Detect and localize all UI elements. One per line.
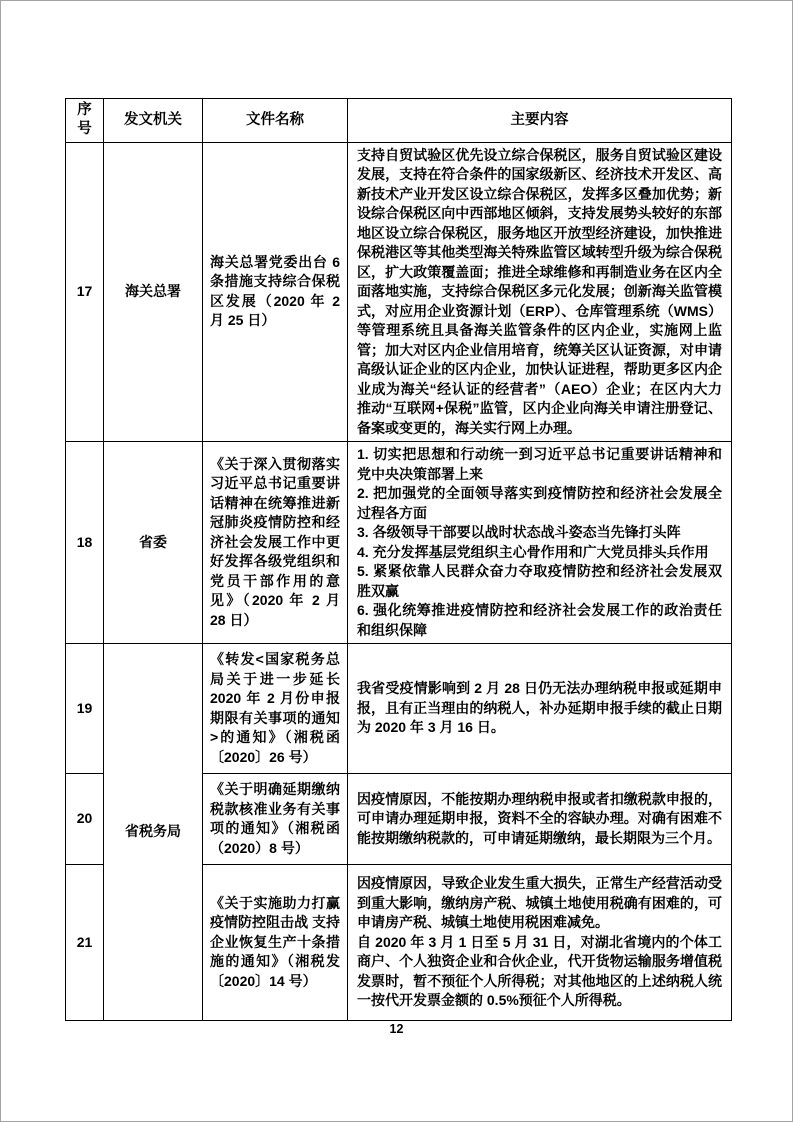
column-header-number — [66, 99, 104, 143]
column-header-agency: 发文机关 — [104, 99, 203, 143]
content-paragraph: 5. 紧紧依靠人民群众奋力夺取疫情防控和经济社会发展双胜双赢 — [357, 563, 722, 599]
main-content-cell — [348, 644, 732, 774]
content-paragraph: 自 2020 年 3 月 1 日至 5 月 31 日，对湖北省境内的个体工商户、个人独资企业和合伙企业，代开货物运输服务增值税发票时，暂不预征个人所得税；对其他地区的上述纳税人统一按代开发票金额的 0.5%预征个人所得税。 — [357, 933, 722, 1009]
content-paragraph: 4. 充分发挥基层党组织主心骨作用和广大党员排头兵作用 — [357, 543, 709, 560]
main-content-cell — [348, 865, 732, 1021]
content-paragraph: 6. 强化统筹推进疫情防控和经济社会发展工作的政治责任和组织保障 — [357, 602, 722, 638]
column-header-content: 主要内容 — [348, 99, 732, 143]
content-paragraph: 1. 切实把思想和行动统一到习近平总书记重要讲话精神和党中央决策部署上来 — [357, 446, 722, 482]
row-number-cell: 21 — [66, 865, 104, 1021]
content-paragraph: 支持自贸试验区优先设立综合保税区，服务自贸试验区建设发展，支持在符合条件的国家级新区、经济技术开发区、高新技术产业开发区设立综合保税区，发挥多区叠加优势；新设综合保税区向中西部地区倾斜，支持发展势头较好的东部地区设立综合保税区，服务地区开放型经济建设，加快推进保税港区等其他类型海关特殊监管区域转型升级为综合保税区，扩大政策覆盖面；推进全球维修和再制造业务在区内全面落地实施，支持综合保税区多元化发展；创新海关监管模式，对应用企业资源计划（ERP）、仓库管理系统（WMS）等管理系统且具备海关监管条件的区内企业，实施网上监管；加大对区内企业信用培育，统筹关区认证资源，对申请高级认证企业的区内企业，加快认证进程，帮助更多区内企业成为海关“经认证的经营者”（AEO）企业；在区内大力推动“互联网+保税”监管，区内企业向海关申请注册登记、备案或变更的，海关实行网上办理。 — [357, 146, 722, 436]
row-number-cell: 19 — [66, 644, 104, 774]
row-number-cell: 17 — [66, 142, 104, 442]
row-number-cell: 20 — [66, 774, 104, 865]
content-paragraph: 3. 各级领导干部要以战时状态战斗姿态当先锋打头阵 — [357, 524, 681, 540]
table-row-17 — [66, 142, 732, 442]
main-content-cell — [348, 142, 732, 442]
table-row-19 — [66, 644, 732, 774]
content-paragraph: 因疫情原因，不能按期办理纳税申报或者扣缴税款申报的，可申请办理延期申报，资料不全的容缺办理。对确有困难不能按期缴纳税款的，可申请延期缴纳，最长期限为三个月。 — [357, 790, 722, 846]
document-title-cell: 《关于深入贯彻落实习近平总书记重要讲话精神在统筹推进新冠肺炎疫情防控和经济社会发展工作中更好发挥各级党组织和党员干部作用的意见》（2020 年 2 月 28 日） — [203, 442, 348, 644]
table-header-row — [66, 99, 732, 143]
table-row-18 — [66, 442, 732, 644]
document-title-cell: 《关于实施助力打赢疫情防控阻击战 支持企业恢复生产十条措施的通知》（湘税发〔2020〕14 号） — [203, 865, 348, 1021]
main-content-cell — [348, 774, 732, 865]
content-paragraph: 因疫情原因，导致企业发生重大损失，正常生产经营活动受到重大影响，缴纳房产税、城镇土地使用税确有困难的，可申请房产税、城镇土地使用税困难减免。 — [357, 875, 722, 931]
agency-cell: 省委 — [104, 442, 203, 644]
content-paragraph: 2. 把加强党的全面领导落实到疫情防控和经济社会发展全过程各方面 — [357, 485, 722, 521]
column-header-title: 文件名称 — [203, 99, 348, 143]
agency-cell-merged: 省税务局 — [104, 644, 203, 1021]
content-paragraph: 我省受疫情影响到 2 月 28 日仍无法办理纳税申报或延期申报，且有正当理由的纳税人，补办延期申报手续的截止日期为 2020 年 3 月 16 日。 — [357, 680, 722, 736]
column-header-number-label: 序号 — [77, 102, 92, 137]
policy-documents-table — [65, 98, 732, 1021]
row-number-cell: 18 — [66, 442, 104, 644]
page-number: 12 — [389, 1022, 404, 1036]
document-title-cell: 《关于明确延期缴纳税款核准业务有关事项的通知》（湘税函（2020）8 号） — [203, 774, 348, 865]
main-content-cell — [348, 442, 732, 644]
document-title-cell: 《转发<国家税务总局关于进一步延长 2020 年 2 月份申报期限有关事项的通知>的通知》（湘税函〔2020〕26 号） — [203, 644, 348, 774]
document-title-cell: 海关总署党委出台 6 条措施支持综合保税区发展（2020 年 2 月 25 日） — [203, 142, 348, 442]
agency-cell: 海关总署 — [104, 142, 203, 442]
